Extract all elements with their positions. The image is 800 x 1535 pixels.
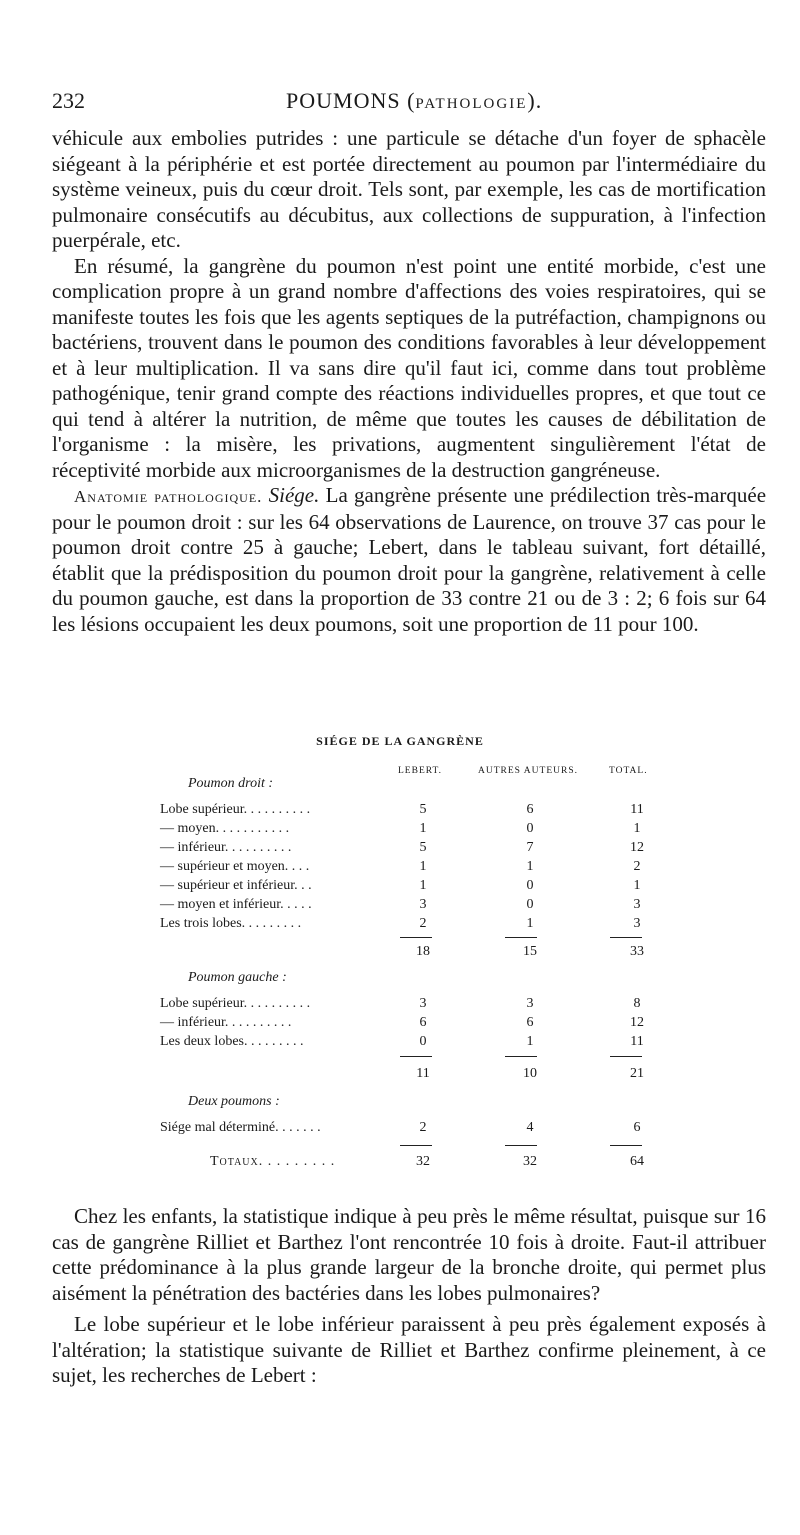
totals-rule [505, 1145, 537, 1146]
table-row: — inférieur. . . . . . . . . . 5 7 12 [160, 840, 644, 855]
column-header-autres: AUTRES AUTEURS. [478, 766, 578, 776]
column-header-lebert: LEBERT. [398, 766, 442, 776]
section-heading: Anatomie pathologique. [74, 487, 263, 506]
subtotal-rule [400, 1056, 432, 1057]
table-row: — moyen et inférieur. . . . . 3 0 3 [160, 897, 641, 912]
subtotal-row: 11 10 21 [416, 1066, 644, 1081]
section-heading-poumon-gauche: Poumon gauche : [188, 970, 287, 985]
table-row: — supérieur et moyen. . . . 1 1 2 [160, 859, 641, 874]
subsection-heading: Siége. [268, 483, 320, 507]
table-row: Lobe supérieur. . . . . . . . . . 3 3 8 [160, 996, 641, 1011]
table-row: Siége mal déterminé. . . . . . . 2 4 6 [160, 1120, 641, 1135]
paragraph-3: Anatomie pathologique. Siége. La gangrène présente une prédilection très-marquée pour le poumon droit : sur les 64 observations de Laurence, on trouve 37 cas pour le poumon droit contre 25 à gauche; Lebert, dans le tableau suivant, fort détaillé, établit que la prédisposition du poumon droit pour la gangrène, relativement à celle du poumon gauche, est dans la proportion de 33 contre 21 ou de 3 : 2; 6 fois sur 64 les lésions occupaient les deux poumons, soit une proportion de 11 pour 100. [52, 483, 767, 636]
page-header [52, 88, 792, 118]
table-row: Lobe supérieur. . . . . . . . . . 5 6 11 [160, 802, 644, 817]
table-row: — supérieur et inférieur. . . 1 0 1 [160, 878, 641, 893]
table-row: — moyen. . . . . . . . . . . 1 0 1 [160, 821, 641, 836]
paragraph-4: Chez les enfants, la statistique indique à peu près le même résultat, puisque sur 16 cas de gangrène Rilliet et Barthez l'ont rencontrée 10 fois à droite. Faut-il attribuer cette prédominance à la plus grande largeur de la bronche droite, qui permet plus aisément la pénétration des bactéries dans les lobes pulmonaires? [52, 1204, 766, 1305]
paragraph-2: En résumé, la gangrène du poumon n'est point une entité morbide, c'est une complication propre à un grand nombre d'affections des voies respiratoires, qui se manifeste toutes les fois que les agents septiques de la putréfaction, champignons ou bactériens, trouvent dans le poumon des conditions favorables à leur développement et à leur multiplication. Il va sans dire qu'il faut ici, comme dans tout problème pathogénique, tenir grand compte des réactions individuelles propres, et que tout ce qui tend à altérer la nutrition, de même que toutes les causes de débilitation de l'organisme : la misère, les privations, augmentent singulièrement l'état de réceptivité morbide aux microorganismes de la destruction gangréneuse. [52, 253, 766, 482]
totals-rule [610, 1145, 642, 1146]
table-row: Les trois lobes. . . . . . . . . 2 1 3 [160, 916, 641, 931]
body-text-top [52, 126, 766, 637]
subtotal-rule [610, 1056, 642, 1057]
running-title: POUMONS (PATHOLOGIE). [286, 88, 543, 113]
totals-label: Totaux. . . . . . . . . [210, 1154, 336, 1169]
subtotal-rule [505, 937, 537, 938]
totals-row: Totaux. . . . . . . . . 32 32 64 [210, 1154, 644, 1169]
paragraph-1: véhicule aux embolies putrides : une particule se détache d'un foyer de sphacèle siégeant à la périphérie et est portée directement au poumon par l'intermédiaire du système veineux, puis du cœur droit. Tels sont, par exemple, les cas de mortification pulmonaire consécutifs au décubitus, aux collections de suppuration, à l'infection puerpérale, etc. [52, 126, 766, 252]
column-header-total: TOTAL. [609, 766, 648, 776]
section-heading-poumon-droit: Poumon droit : [188, 776, 274, 791]
section-heading-deux-poumons: Deux poumons : [188, 1094, 280, 1109]
subtotal-rule [505, 1056, 537, 1057]
subtotal-rule [610, 937, 642, 938]
table-title: SIÉGE DE LA GANGRÈNE [316, 734, 484, 748]
body-text-bottom [52, 1204, 766, 1389]
subtotal-row: 18 15 33 [416, 944, 644, 959]
totals-rule [400, 1145, 432, 1146]
page-number: 232 [52, 88, 85, 113]
subtotal-rule [400, 937, 432, 938]
table-row: Les deux lobes. . . . . . . . . 0 1 11 [160, 1034, 644, 1049]
table-row: — inférieur. . . . . . . . . . 6 6 12 [160, 1015, 644, 1030]
paragraph-5: Le lobe supérieur et le lobe inférieur paraissent à peu près également exposés à l'altération; la statistique suivante de Rilliet et Barthez confirme pleinement, à ce sujet, les recherches de Lebert : [52, 1312, 766, 1387]
